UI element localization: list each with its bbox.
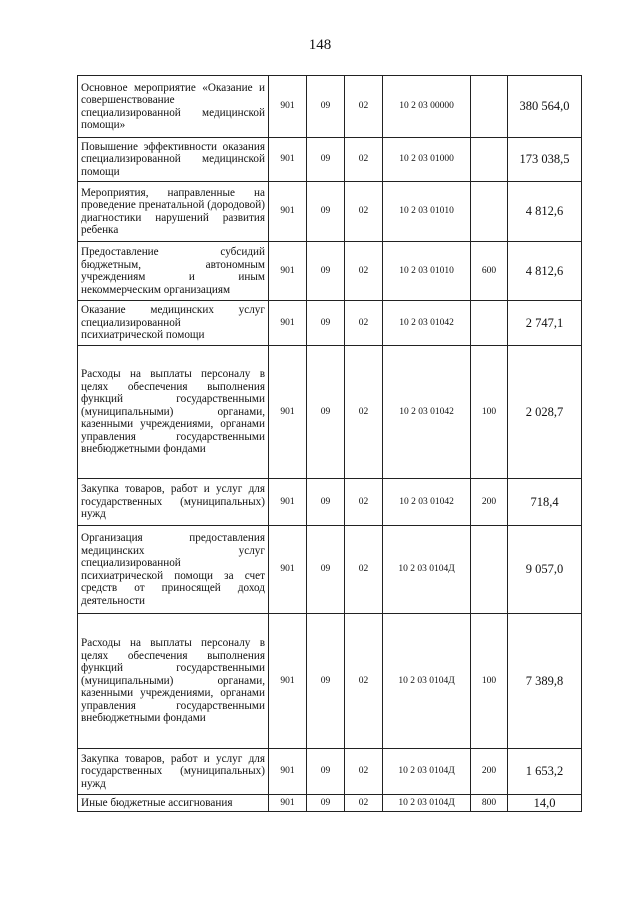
row-name: Мероприятия, направленные на проведение пренатальной (дородовой) диагностики нарушений развития ребенка [78,182,269,242]
dept-code: 901 [269,76,307,138]
table-row [78,749,582,795]
amount: 2 747,1 [508,301,582,346]
section-code: 09 [307,346,345,479]
table-row [78,346,582,479]
dept-code: 901 [269,138,307,182]
expense-type-code [471,138,508,182]
expense-type-code [471,76,508,138]
section-code: 09 [307,182,345,242]
subsection-code: 02 [345,614,383,749]
table-row [78,526,582,614]
target-article-code: 10 2 03 01010 [383,182,471,242]
section-code: 09 [307,76,345,138]
budget-table [77,75,582,812]
table-row [78,479,582,526]
subsection-code: 02 [345,182,383,242]
dept-code: 901 [269,479,307,526]
table-row [78,182,582,242]
row-name: Закупка товаров, работ и услуг для государственных (муниципальных) нужд [78,479,269,526]
table-row [78,76,582,138]
target-article-code: 10 2 03 0104Д [383,795,471,812]
amount: 2 028,7 [508,346,582,479]
dept-code: 901 [269,346,307,479]
expense-type-code: 200 [471,749,508,795]
target-article-code: 10 2 03 01042 [383,301,471,346]
expense-type-code: 100 [471,614,508,749]
section-code: 09 [307,749,345,795]
expense-type-code [471,526,508,614]
row-name: Повышение эффективности оказания специализированной медицинской помощи [78,138,269,182]
section-code: 09 [307,479,345,526]
expense-type-code [471,301,508,346]
table-row [78,795,582,812]
target-article-code: 10 2 03 01010 [383,242,471,301]
dept-code: 901 [269,182,307,242]
amount: 9 057,0 [508,526,582,614]
row-name: Оказание медицинских услуг специализированной психиатрической помощи [78,301,269,346]
section-code: 09 [307,138,345,182]
section-code: 09 [307,242,345,301]
target-article-code: 10 2 03 01042 [383,346,471,479]
amount: 7 389,8 [508,614,582,749]
expense-type-code: 600 [471,242,508,301]
section-code: 09 [307,614,345,749]
table-row [78,614,582,749]
dept-code: 901 [269,301,307,346]
subsection-code: 02 [345,479,383,526]
dept-code: 901 [269,795,307,812]
subsection-code: 02 [345,301,383,346]
subsection-code: 02 [345,526,383,614]
target-article-code: 10 2 03 00000 [383,76,471,138]
dept-code: 901 [269,242,307,301]
target-article-code: 10 2 03 0104Д [383,749,471,795]
expense-type-code: 800 [471,795,508,812]
amount: 173 038,5 [508,138,582,182]
row-name: Расходы на выплаты персоналу в целях обеспечения выполнения функций государственными (муниципальными) органами, казенными учреждениями, органами управления государственными внебюджетными фондами [78,614,269,749]
table-row [78,242,582,301]
subsection-code: 02 [345,242,383,301]
subsection-code: 02 [345,346,383,479]
amount: 14,0 [508,795,582,812]
row-name: Предоставление субсидий бюджетным, автономным учреждениям и иным некоммерческим организациям [78,242,269,301]
dept-code: 901 [269,614,307,749]
row-name: Иные бюджетные ассигнования [78,795,269,812]
amount: 718,4 [508,479,582,526]
subsection-code: 02 [345,749,383,795]
section-code: 09 [307,301,345,346]
amount: 1 653,2 [508,749,582,795]
target-article-code: 10 2 03 01000 [383,138,471,182]
table-row [78,301,582,346]
expense-type-code: 200 [471,479,508,526]
section-code: 09 [307,526,345,614]
dept-code: 901 [269,749,307,795]
row-name: Организация предоставления медицинских услуг специализированной психиатрической помощи за счет средств от приносящей доход деятельности [78,526,269,614]
amount: 380 564,0 [508,76,582,138]
target-article-code: 10 2 03 01042 [383,479,471,526]
section-code: 09 [307,795,345,812]
dept-code: 901 [269,526,307,614]
row-name: Основное мероприятие «Оказание и совершенствование специализированной медицинской помощи» [78,76,269,138]
row-name: Расходы на выплаты персоналу в целях обеспечения выполнения функций государственными (муниципальными) органами, казенными учреждениями, органами управления государственными внебюджетными фондами [78,346,269,479]
target-article-code: 10 2 03 0104Д [383,614,471,749]
expense-type-code: 100 [471,346,508,479]
amount: 4 812,6 [508,182,582,242]
table-row [78,138,582,182]
page-number: 148 [308,37,332,53]
subsection-code: 02 [345,795,383,812]
subsection-code: 02 [345,138,383,182]
row-name: Закупка товаров, работ и услуг для государственных (муниципальных) нужд [78,749,269,795]
subsection-code: 02 [345,76,383,138]
amount: 4 812,6 [508,242,582,301]
target-article-code: 10 2 03 0104Д [383,526,471,614]
expense-type-code [471,182,508,242]
